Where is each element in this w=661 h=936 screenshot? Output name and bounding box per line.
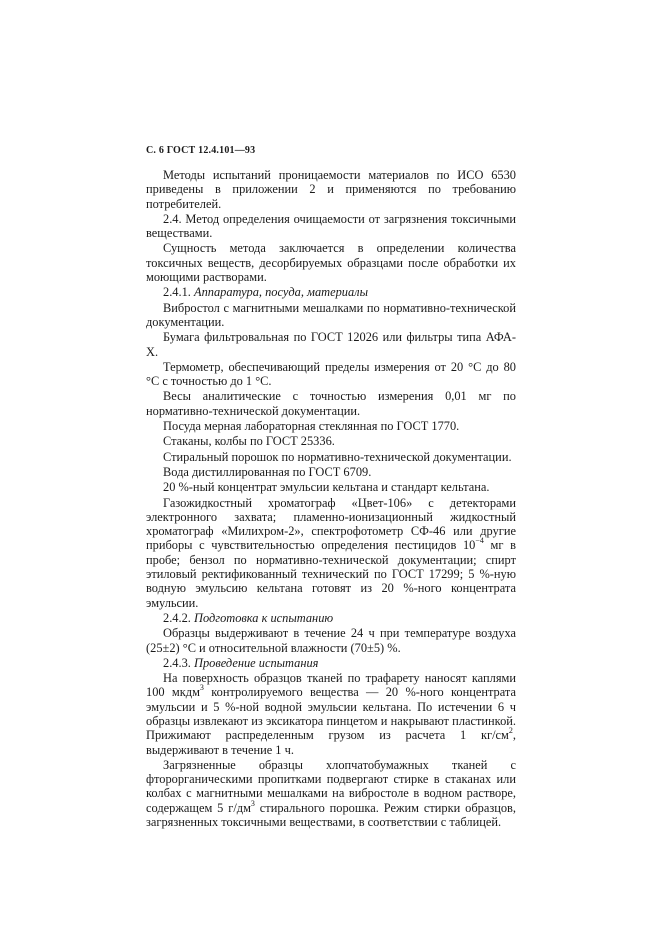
superscript: 2	[508, 726, 513, 736]
subsection-number: 2.4.2.	[163, 610, 191, 625]
text-run: Газожидкостный хроматограф «Цвет-106» с детекторами электронного захвата; пламенно-ионизационный жидкостный хроматограф «Милихром-2», спектрофотометр СФ-46 или другие приборы с чувствительностью определения пестицидов 10	[146, 495, 516, 553]
superscript: 3	[199, 683, 204, 693]
paragraph-washing-powder: Стиральный порошок по нормативно-технической документации.	[163, 449, 512, 464]
paragraph-method-essence: Сущность метода заключается в определении количества токсичных веществ, десорбируемых образцами после обработки их моющими растворами.	[146, 241, 516, 285]
paragraph-beakers: Стаканы, колбы по ГОСТ 25336.	[163, 434, 335, 449]
paragraph-keltan-concentrate: 20 %-ный концентрат эмульсии кельтана и стандарт кельтана.	[163, 480, 490, 495]
subsection-title: Проведение испытания	[194, 655, 319, 670]
subsection-number: 2.4.3.	[163, 655, 191, 670]
paragraph-distilled-water: Вода дистиллированная по ГОСТ 6709.	[163, 464, 372, 479]
superscript: −4	[475, 536, 484, 546]
text-run: Загрязненные образцы хлопчатобумажных тканей с фторорганическими пропитками подвергают стирке в стаканах или колбах с магнитными мешалками на вибростоле в водном растворе, содержащем 5 г/дм	[146, 757, 516, 815]
subsection-2-4-1	[146, 285, 516, 299]
subsection-number: 2.4.1.	[163, 285, 191, 300]
paragraph-scales: Весы аналитические с точностью измерения 0,01 мг по нормативно-технической документации.	[146, 389, 516, 418]
text-run: мг в пробе; бензол по нормативно-технической документации; спирт этиловый ректификованный технический по ГОСТ 17299; 5 %-ную водную эмульсию кельтана готовят из 20 %-ного концентрата эмульсии.	[146, 538, 516, 610]
subsection-title: Подготовка к испытанию	[194, 610, 334, 625]
text-run: , выдерживают в течение 1 ч.	[146, 728, 516, 757]
paragraph-thermometer: Термометр, обеспечивающий пределы измерения от 20 °С до 80 °С с точностью до 1 °С.	[146, 359, 516, 389]
superscript: 3	[250, 798, 255, 808]
subsection-2-4-3	[146, 656, 516, 670]
subsection-2-4-2	[146, 611, 516, 625]
paragraph-glassware: Посуда мерная лабораторная стеклянная по ГОСТ 1770.	[163, 419, 460, 434]
paragraph-section-2-4: 2.4. Метод определения очищаемости от загрязнения токсичными веществами.	[146, 211, 516, 241]
text-run: На поверхность образцов тканей по трафарету наносят каплями 100 мкдм	[146, 671, 516, 700]
paragraph-application	[146, 671, 516, 757]
page-header: С. 6 ГОСТ 12.4.101—93	[146, 145, 256, 156]
text-run: контролируемого вещества — 20 %-ного концентрата эмульсии и 5 %-ной водной эмульсии кельтана. По истечении 6 ч образцы извлекают из эксикатора пинцетом и накрывают пластинкой. Прижимают распределенным грузом из расчета 1 кг/см	[146, 685, 516, 743]
paragraph-conditioning: Образцы выдерживают в течение 24 ч при температуре воздуха (25±2) °С и относительной влажности (70±5) %.	[146, 626, 516, 655]
paragraph-washing	[146, 758, 516, 829]
paragraph-test-methods: Методы испытаний проницаемости материалов по ИСО 6530 приведены в приложении 2 и применяются по требованию потребителей.	[146, 168, 516, 211]
document-body	[146, 168, 516, 830]
paragraph-filter-paper: Бумага фильтровальная по ГОСТ 12026 или фильтры типа АФА-Х.	[146, 330, 516, 359]
text-run: стирального порошка. Режим стирки образцов, загрязненных токсичными веществами, в соответствии с таблицей.	[146, 800, 516, 830]
paragraph-vibrostand: Вибростол с магнитными мешалками по нормативно-технической документации.	[146, 300, 516, 329]
subsection-title: Аппаратура, посуда, материалы	[194, 285, 368, 300]
paragraph-chromatograph	[146, 496, 516, 610]
